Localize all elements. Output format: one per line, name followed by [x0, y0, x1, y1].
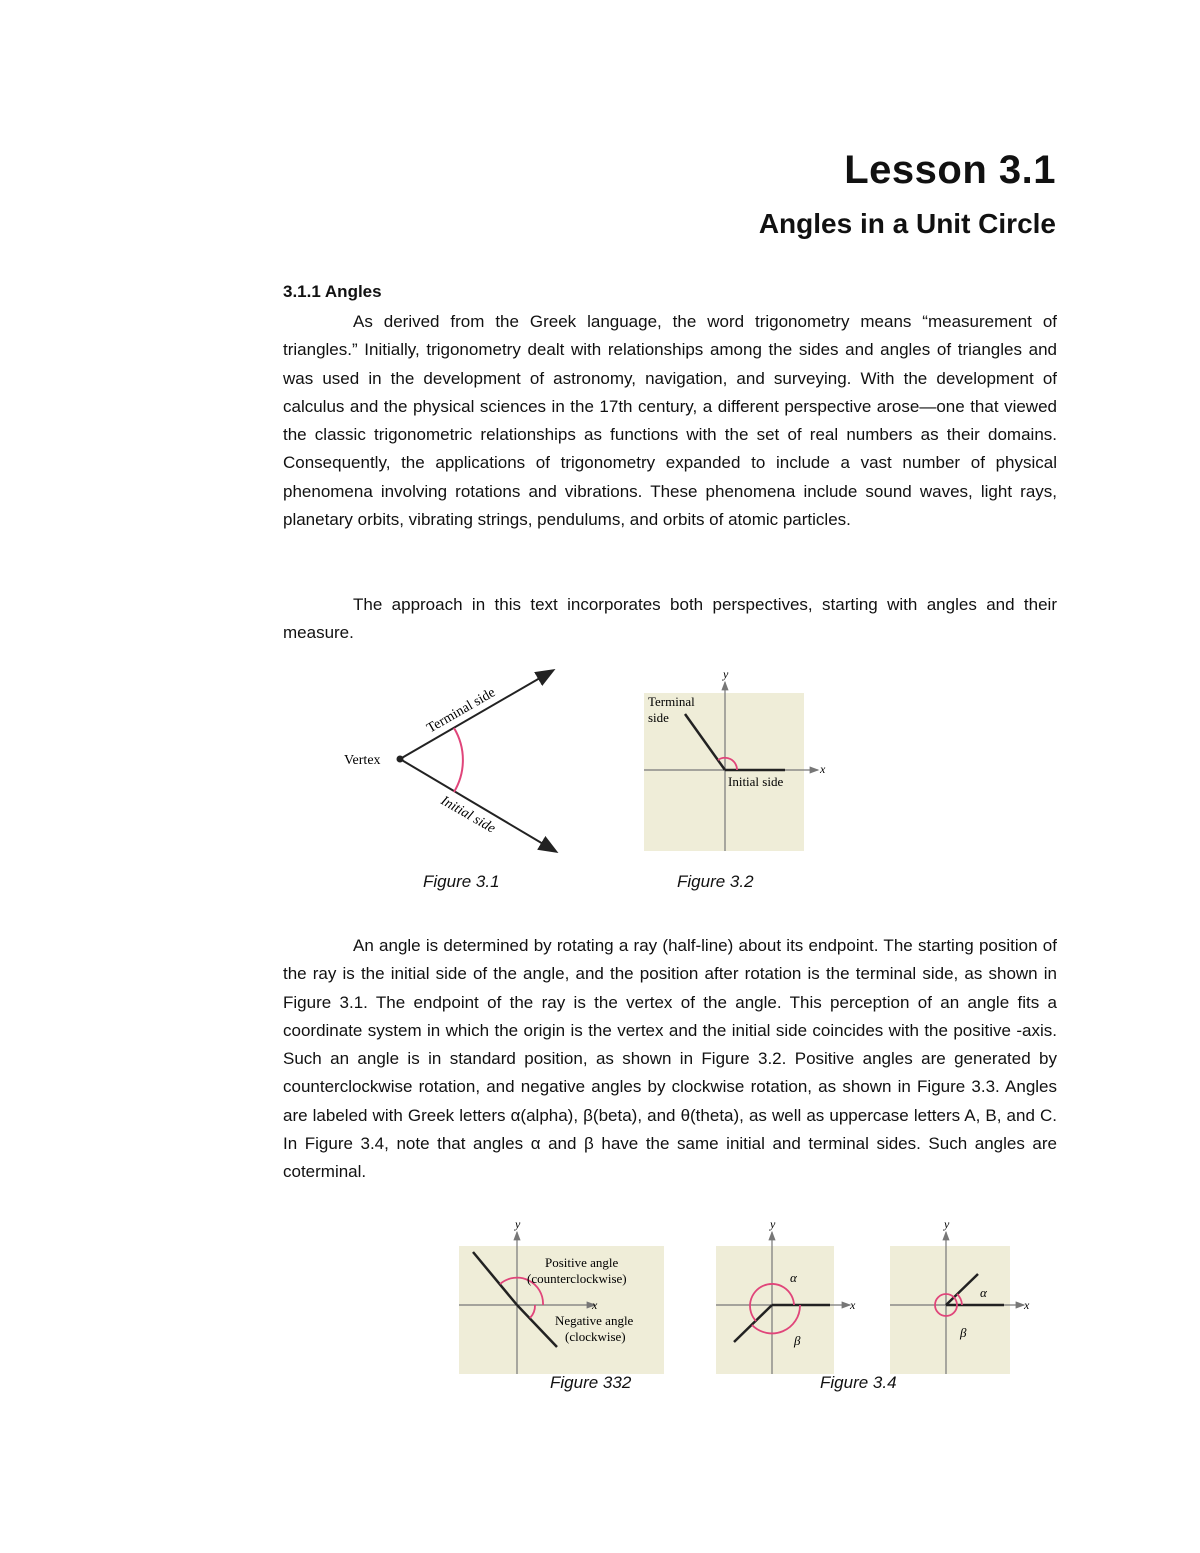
paragraph-angle-definition-text: An angle is determined by rotating a ray (half-line) about its endpoint. The starting position of the ray is the initial side of the angle, and the position after rotation is the terminal side, as shown in Figure 3.1. The endpoint of the ray is the vertex of the angle. This perception of an angle fits a coordinate system in which the origin is the vertex and the initial side coincides with the positive -axis. Such an angle is in standard position, as shown in Figure 3.2. Positive angles are generated by counterclockwise rotation, and negative angles by clockwise rotation, as shown in Figure 3.3. Angles are labeled with Greek letters α(alpha), β(beta), and θ(theta), as well as uppercase letters A, B, and C. In Figure 3.4, note that angles α and β have the same initial and terminal sides. Such angles are coterminal. — [283, 936, 1057, 1182]
y-axis-label-right: y — [944, 1217, 950, 1231]
section-heading: 3.1.1 Angles — [283, 282, 382, 301]
negative-angle-label-line2: (clockwise) — [565, 1329, 626, 1344]
coordinate-panel-right — [890, 1246, 1010, 1374]
angle-arc — [454, 728, 463, 792]
paragraph-intro — [283, 308, 1057, 534]
negative-angle-label-line1: Negative angle — [555, 1313, 634, 1328]
figure-3-2-caption: Figure 3.2 — [677, 872, 754, 891]
figure-3-4-caption: Figure 3.4 — [820, 1373, 897, 1392]
paragraph-approach — [283, 591, 1057, 648]
positive-angle-label-line2: (counterclockwise) — [527, 1271, 627, 1286]
terminal-side-ray — [400, 671, 552, 759]
figure-3-1 — [330, 655, 570, 860]
lesson-subtitle: Angles in a Unit Circle — [758, 208, 1056, 239]
x-axis-label: x — [820, 762, 826, 776]
x-axis-label: x — [592, 1298, 598, 1312]
beta-label-right: β — [960, 1325, 967, 1340]
alpha-label-right: α — [980, 1285, 987, 1300]
terminal-label-line2: side — [648, 710, 669, 725]
paragraph-intro-text: As derived from the Greek language, the word trigonometry means “measurement of triangles.” Initially, trigonometry dealt with relationships among the sides and angles of triangles and was used in the development of astronomy, navigation, and surveying. With the development of calculus and the physical sciences in the 17th century, a different perspective arose—one that viewed the classic trigonometric relationships as functions with the set of real numbers as their domains. Consequently, the applications of trigonometry expanded to include a vast number of physical phenomena involving rotations and vibrations. These phenomena include sound waves, light rays, planetary orbits, vibrating strings, pendulums, and orbits of atomic particles. — [283, 312, 1057, 530]
figure-3-3-caption: Figure 332 — [550, 1373, 632, 1392]
figure-3-4 — [712, 1212, 1042, 1378]
beta-label-left: β — [794, 1333, 801, 1348]
initial-side-ray — [400, 759, 555, 851]
y-axis-label-left: y — [770, 1217, 776, 1231]
lesson-title: Lesson 3.1 — [844, 148, 1056, 192]
vertex-point — [397, 756, 404, 763]
x-axis-label-right: x — [1024, 1298, 1030, 1312]
x-axis-label-left: x — [850, 1298, 856, 1312]
figure-3-1-caption: Figure 3.1 — [423, 872, 500, 891]
paragraph-angle-definition — [283, 932, 1057, 1187]
paragraph-approach-text: The approach in this text incorporates both perspectives, starting with angles and their measure. — [283, 595, 1057, 643]
alpha-label-left: α — [790, 1270, 797, 1285]
vertex-label: Vertex — [344, 753, 381, 768]
y-axis-label: y — [723, 667, 729, 681]
positive-angle-label-line1: Positive angle — [545, 1255, 619, 1270]
initial-side-label: Initial side — [728, 774, 784, 789]
y-axis-label: y — [515, 1217, 521, 1231]
initial-side-label: Initial side — [438, 793, 498, 837]
terminal-side-label: Terminal side — [424, 685, 499, 737]
figure-3-2 — [640, 660, 840, 855]
terminal-label-line1: Terminal — [648, 694, 695, 709]
figure-3-3 — [455, 1212, 670, 1378]
coordinate-panel-left — [716, 1246, 834, 1374]
